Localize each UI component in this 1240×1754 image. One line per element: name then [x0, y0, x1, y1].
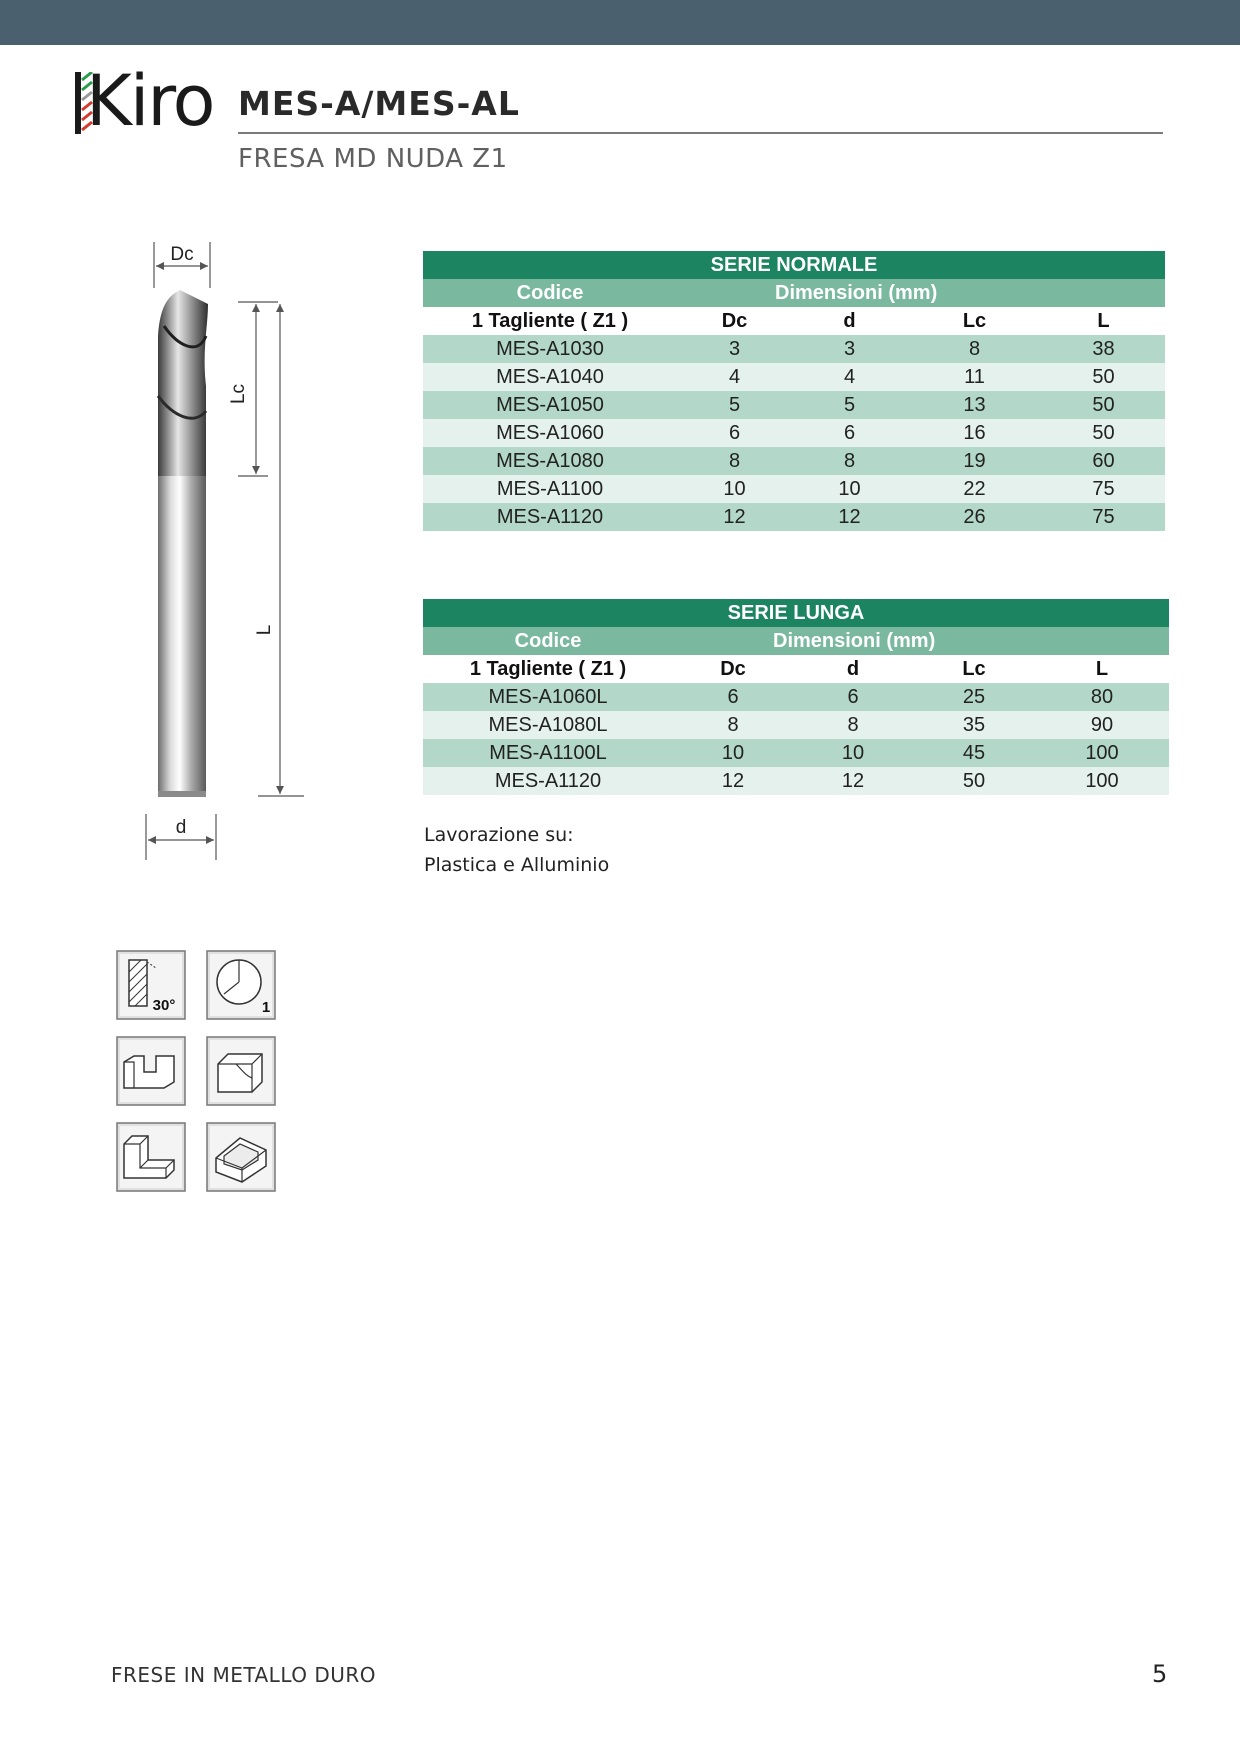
cell-l: 50: [1042, 391, 1165, 419]
page-number: 5: [1152, 1660, 1168, 1688]
table-row: [423, 683, 1169, 711]
group-header-codice: Codice: [423, 627, 673, 655]
table-serie-normale: [423, 251, 1165, 531]
dim-label-dc: Dc: [170, 244, 194, 265]
cell-l: 90: [1035, 711, 1169, 739]
table-row: [423, 363, 1165, 391]
cell-l: 80: [1035, 683, 1169, 711]
cell-code: MES-A1050: [423, 391, 677, 419]
table-title: SERIE NORMALE: [423, 251, 1165, 279]
note-materials: Plastica e Alluminio: [424, 854, 610, 876]
top-bar: [0, 0, 1240, 45]
cell-dc: 10: [673, 739, 793, 767]
cell-code: MES-A1060L: [423, 683, 673, 711]
cell-code: MES-A1040: [423, 363, 677, 391]
cell-d: 3: [792, 335, 907, 363]
cell-d: 12: [792, 503, 907, 531]
cell-code: MES-A1060: [423, 419, 677, 447]
cell-d: 6: [793, 683, 913, 711]
dim-label-d: d: [175, 817, 187, 838]
cell-dc: 6: [677, 419, 792, 447]
table-title: SERIE LUNGA: [423, 599, 1169, 627]
cell-d: 12: [793, 767, 913, 795]
machining-note: [424, 820, 609, 880]
col-header-l: L: [1042, 307, 1165, 335]
cell-code: MES-A1080L: [423, 711, 673, 739]
logo-text: Kiro: [86, 60, 214, 142]
cell-d: 8: [793, 711, 913, 739]
pocketing-icon: [206, 1122, 276, 1192]
dim-label-l: L: [254, 624, 275, 636]
cell-lc: 19: [907, 447, 1042, 475]
product-title: MES-A/MES-AL: [238, 84, 520, 123]
table-row: [423, 447, 1165, 475]
cell-dc: 12: [673, 767, 793, 795]
note-heading: Lavorazione su:: [424, 824, 574, 846]
cell-lc: 11: [907, 363, 1042, 391]
col-header-l: L: [1035, 655, 1169, 683]
col-header-d: d: [793, 655, 913, 683]
cell-code: MES-A1080: [423, 447, 677, 475]
group-header-dimensioni: Dimensioni (mm): [673, 627, 1169, 655]
cell-lc: 45: [913, 739, 1035, 767]
shoulder-milling-icon: [116, 1122, 186, 1192]
cell-l: 75: [1042, 503, 1165, 531]
cell-dc: 5: [677, 391, 792, 419]
col-header-code: 1 Tagliente ( Z1 ): [423, 655, 673, 683]
cell-code: MES-A1120: [423, 767, 673, 795]
end-mill-drawing: [128, 236, 328, 866]
cell-dc: 6: [673, 683, 793, 711]
cell-l: 38: [1042, 335, 1165, 363]
cell-dc: 4: [677, 363, 792, 391]
helix-angle-icon: [116, 950, 186, 1020]
cell-d: 6: [792, 419, 907, 447]
cell-l: 75: [1042, 475, 1165, 503]
table-row: [423, 475, 1165, 503]
cell-l: 60: [1042, 447, 1165, 475]
svg-text:1: 1: [261, 999, 271, 1016]
cell-dc: 10: [677, 475, 792, 503]
cell-code: MES-A1030: [423, 335, 677, 363]
table-row: [423, 391, 1165, 419]
cell-lc: 26: [907, 503, 1042, 531]
cell-lc: 25: [913, 683, 1035, 711]
cell-code: MES-A1120: [423, 503, 677, 531]
cell-d: 8: [792, 447, 907, 475]
cell-lc: 8: [907, 335, 1042, 363]
cell-d: 5: [792, 391, 907, 419]
group-header-codice: Codice: [423, 279, 677, 307]
table-row: [423, 419, 1165, 447]
col-header-lc: Lc: [913, 655, 1035, 683]
cell-d: 4: [792, 363, 907, 391]
cell-l: 100: [1035, 739, 1169, 767]
cell-dc: 8: [673, 711, 793, 739]
cell-code: MES-A1100L: [423, 739, 673, 767]
table-row: [423, 767, 1169, 795]
cell-dc: 8: [677, 447, 792, 475]
table-row: [423, 335, 1165, 363]
product-subtitle: FRESA MD NUDA Z1: [238, 144, 508, 174]
cell-code: MES-A1100: [423, 475, 677, 503]
cell-lc: 22: [907, 475, 1042, 503]
col-header-dc: Dc: [673, 655, 793, 683]
col-header-code: 1 Tagliente ( Z1 ): [423, 307, 677, 335]
col-header-d: d: [792, 307, 907, 335]
cell-lc: 35: [913, 711, 1035, 739]
dim-label-lc: Lc: [228, 383, 249, 405]
kiro-logo: [72, 60, 214, 142]
profiling-icon: [206, 1036, 276, 1106]
col-header-lc: Lc: [907, 307, 1042, 335]
cell-d: 10: [792, 475, 907, 503]
cell-l: 50: [1042, 363, 1165, 391]
table-row: [423, 711, 1169, 739]
slotting-icon: [116, 1036, 186, 1106]
cell-dc: 12: [677, 503, 792, 531]
footer-section: FRESE IN METALLO DURO: [111, 1663, 377, 1687]
cell-lc: 50: [913, 767, 1035, 795]
table-row: [423, 503, 1165, 531]
title-divider: [238, 132, 1163, 134]
cell-lc: 13: [907, 391, 1042, 419]
application-icons: [116, 950, 286, 1195]
cell-l: 100: [1035, 767, 1169, 795]
table-serie-lunga: [423, 599, 1169, 795]
col-header-dc: Dc: [677, 307, 792, 335]
table-row: [423, 739, 1169, 767]
cell-dc: 3: [677, 335, 792, 363]
group-header-dimensioni: Dimensioni (mm): [677, 279, 1165, 307]
cell-l: 50: [1042, 419, 1165, 447]
svg-text:30°: 30°: [152, 997, 176, 1014]
flute-count-icon: [206, 950, 276, 1020]
cell-d: 10: [793, 739, 913, 767]
cell-lc: 16: [907, 419, 1042, 447]
